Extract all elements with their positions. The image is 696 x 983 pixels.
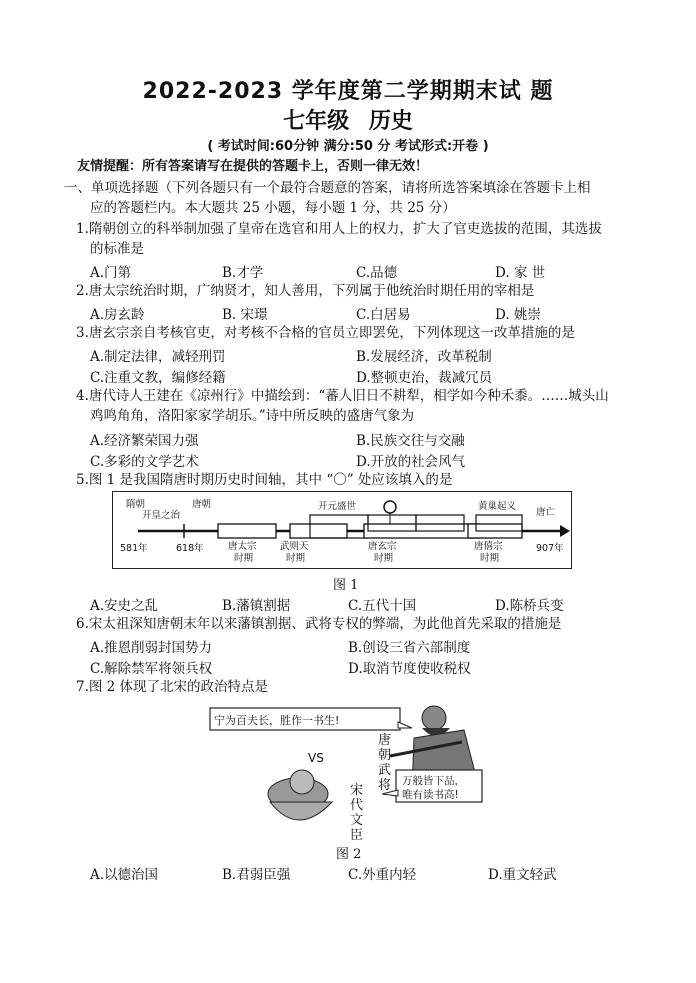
q5-option-d: D.陈桥兵变 <box>495 598 564 614</box>
q6-option-d: D.取消节度使收税权 <box>348 661 471 677</box>
q2-option-a: A.房玄龄 <box>90 307 145 323</box>
q4-stem-line2: 鸡鸣角角，洛阳家家学胡乐。”诗中所反映的盛唐气象为 <box>90 408 415 424</box>
q1-option-b: B.才学 <box>222 265 264 281</box>
q1-option-d: D. 家 世 <box>495 265 546 281</box>
bl-xizong-shiqi: 时期 <box>480 553 500 564</box>
q6-stem: 6.宋太祖深知唐朝末年以来藩镇割据、武将专权的弊端，为此他首先采取的措施是 <box>76 616 562 632</box>
q2-option-d: D. 姚崇 <box>495 307 541 323</box>
q3-option-b: B.发展经济，改革税制 <box>356 349 492 365</box>
label-song-scholar <box>350 783 363 840</box>
figure1-caption: 图 1 <box>333 578 359 593</box>
q5-option-b: B.藩镇割据 <box>222 598 291 614</box>
tl-tang: 唐朝 <box>192 499 212 510</box>
q6-option-a: A.推恩削弱封国势力 <box>90 640 213 656</box>
q7-option-c: C.外重内轻 <box>348 867 417 883</box>
bubble-scholar-text1: 万般皆下品， <box>402 775 465 787</box>
q1-stem-line2: 的标准是 <box>90 241 144 257</box>
label2-char1: 宋 <box>350 783 364 798</box>
q4-option-b: B.民族交往与交融 <box>356 433 465 449</box>
label-tang-general <box>378 733 391 793</box>
bubble-general-text: 宁为百夫长，胜作一书生! <box>214 714 340 727</box>
label2-char4: 臣 <box>350 828 364 840</box>
q7-option-a: A.以德治国 <box>90 867 159 883</box>
bl-907: 907年 <box>536 543 564 554</box>
bubble-scholar-text2: 唯有读书高! <box>402 789 459 801</box>
tl-huangchao: 黄巢起义 <box>478 501 517 512</box>
q6-option-c: C.解除禁军将领兵权 <box>90 661 213 677</box>
exam-info: ( 考试时间:60分钟 满分:50 分 考试形式:开卷 ) <box>207 139 489 154</box>
q4-stem-line1: 4.唐代诗人王建在《凉州行》中描绘到：“蕃人旧日不耕犁，相学如今种禾黍。……城头山 <box>76 388 609 404</box>
q5-stem: 5.图 1 是我国隋唐时期历史时间轴，其中 “〇” 处应该填入的是 <box>76 472 453 488</box>
figure2-cartoon <box>200 698 490 840</box>
q1-stem-line1: 1.隋朝创立的科举制加强了皇帝在选官和用人上的权力，扩大了官吏选拔的范围，其选拔 <box>76 221 602 237</box>
bl-618: 618年 <box>176 543 204 554</box>
exam-subtitle <box>0 104 696 135</box>
section-heading-line2: 应的答题栏内。本大题共 25 小题，每小题 1 分，共 25 分） <box>90 200 456 216</box>
friendly-tip: 友情提醒：所有答案请写在提供的答题卡上，否则一律无效！ <box>77 159 429 174</box>
figure2-caption: 图 2 <box>336 847 362 862</box>
bl-wuzetian-shiqi: 时期 <box>286 553 306 564</box>
bl-wuzetian: 武则天 <box>280 541 309 552</box>
vs-label: VS <box>308 751 324 765</box>
label1-char4: 将 <box>378 778 392 793</box>
tl-kaihuang: 开皇之治 <box>142 510 181 521</box>
subject: 历史 <box>368 109 413 134</box>
q2-option-c: C.白居易 <box>356 307 411 323</box>
q7-option-b: B.君弱臣强 <box>222 867 291 883</box>
label2-char2: 代 <box>350 798 364 813</box>
q2-option-b: B. 宋璟 <box>222 307 268 323</box>
q4-option-a: A.经济繁荣国力强 <box>90 433 199 449</box>
bl-xuanzong-shiqi: 时期 <box>374 553 394 564</box>
figure1-timeline <box>112 491 572 569</box>
q2-stem: 2.唐太宗统治时期，广纳贤才，知人善用，下列属于他统治时期任用的宰相是 <box>76 283 535 299</box>
bl-taizong-shiqi: 时期 <box>234 553 254 564</box>
q1-option-a: A.门第 <box>90 265 132 281</box>
exam-title: 2022-2023 学年度第二学期期末试 题 <box>142 79 554 104</box>
q3-option-c: C.注重文教，编修经籍 <box>90 370 226 386</box>
song-scholar-figure <box>268 770 332 820</box>
q6-option-b: B.创设三省六部制度 <box>348 640 471 656</box>
label1-char3: 武 <box>378 763 392 778</box>
section-heading-line1: 一、单项选择题（下列各题只有一个最符合题意的答案，请将所选答案填涂在答题卡上相 <box>64 180 591 196</box>
q7-option-d: D.重文轻武 <box>488 867 557 883</box>
bl-xizong: 唐僖宗 <box>474 541 503 552</box>
q7-stem: 7.图 2 体现了北宋的政治特点是 <box>76 679 269 695</box>
q5-option-a: A.安史之乱 <box>90 598 159 614</box>
tl-kaiyuan: 开元盛世 <box>318 501 357 512</box>
q3-option-d: D.整顿吏治，裁减冗员 <box>356 370 493 386</box>
bl-581: 581年 <box>120 543 148 554</box>
label1-char1: 唐 <box>378 733 392 748</box>
tl-sui: 隋朝 <box>126 499 146 510</box>
bl-taizong: 唐太宗 <box>228 541 257 552</box>
tl-tangwang: 唐亡 <box>536 507 556 518</box>
label2-char3: 文 <box>350 813 364 828</box>
label1-char2: 朝 <box>378 748 392 763</box>
grade: 七年级 <box>283 109 350 134</box>
bl-xuanzong: 唐玄宗 <box>368 541 397 552</box>
q3-stem: 3.唐玄宗亲自考核官吏，对考核不合格的官员立即罢免，下列体现这一改革措施的是 <box>76 325 575 341</box>
timeline-circle-blank <box>384 501 396 513</box>
q4-option-c: C.多彩的文学艺术 <box>90 454 199 470</box>
q1-option-c: C.品德 <box>356 265 398 281</box>
q3-option-a: A.制定法律，减轻刑罚 <box>90 349 226 365</box>
q4-option-d: D.开放的社会风气 <box>356 454 466 470</box>
q5-option-c: C.五代十国 <box>348 598 417 614</box>
